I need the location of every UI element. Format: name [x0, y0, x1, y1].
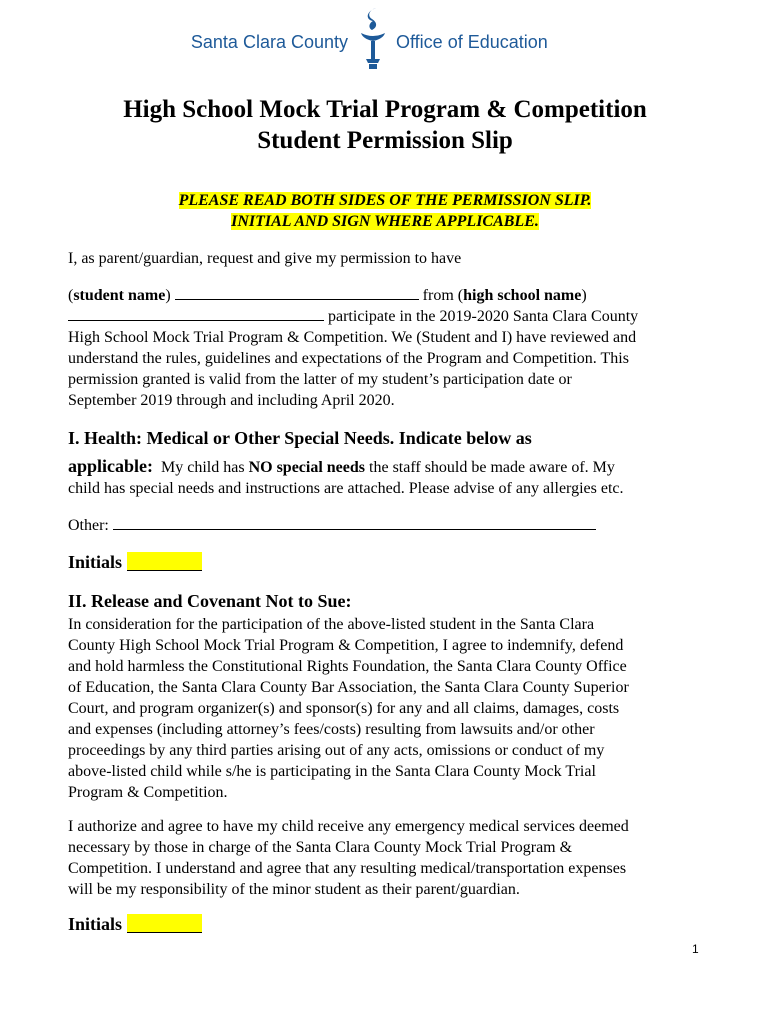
initials-label: Initials	[68, 552, 123, 572]
release-line: County High School Mock Trial Program & Competition, I agree to indemnify, defend	[68, 637, 624, 654]
student-name-line: (student name) from (high school name)	[68, 287, 587, 304]
consent-line: I authorize and agree to have my child receive any emergency medical services deemed	[68, 818, 629, 835]
special-needs-line-2: child has special needs and instructions are attached. Please advise of any allergies etc.	[68, 480, 624, 497]
consent-line: will be my responsibility of the minor student as their parent/guardian.	[68, 881, 520, 898]
student-name-label: student name	[73, 287, 166, 304]
school-name-field[interactable]	[68, 306, 324, 321]
other-line	[68, 515, 708, 536]
intro-text-line: September 2019 through and including April 2020.	[68, 392, 395, 409]
page-subtitle: Student Permission Slip	[257, 127, 513, 154]
intro-text-line: understand the rules, guidelines and expectations of the Program and Competition. This	[68, 350, 629, 367]
torch-logo-icon	[357, 6, 389, 70]
notice-line-2: INITIAL AND SIGN WHERE APPLICABLE.	[231, 213, 539, 230]
school-name-label: high school name	[463, 287, 582, 304]
page-title: High School Mock Trial Program & Competition	[123, 96, 647, 123]
page-number: 1	[692, 942, 699, 956]
release-line: above-listed child while s/he is participating in the Santa Clara County Mock Trial	[68, 763, 596, 780]
release-line: and expenses (including attorney’s fees/costs) resulting from lawsuits and/or other	[68, 721, 595, 738]
school-name-line: participate in the 2019-2020 Santa Clara County	[68, 306, 708, 327]
initials-field-2[interactable]	[127, 914, 202, 933]
special-needs-line: applicable: My child has NO special needs the staff should be made aware of. My	[68, 456, 615, 476]
release-line: and hold harmless the Constitutional Rights Foundation, the Santa Clara County Office	[68, 658, 627, 675]
section-1-heading: I. Health: Medical or Other Special Needs. Indicate below as	[68, 428, 532, 448]
notice-line-1: PLEASE READ BOTH SIDES OF THE PERMISSION SLIP.	[178, 192, 592, 209]
student-name-field[interactable]	[175, 285, 419, 300]
release-paragraph	[68, 614, 708, 803]
letterhead-office-name: Office of Education	[396, 32, 548, 52]
other-field[interactable]	[113, 515, 596, 530]
release-line: In consideration for the participation of the above-listed student in the Santa Clara	[68, 616, 595, 633]
no-special-needs-label: NO special needs	[248, 459, 366, 476]
intro-line-1: I, as parent/guardian, request and give my permission to have	[68, 250, 462, 267]
intro-text-line: permission granted is valid from the latter of my student’s participation date or	[68, 371, 572, 388]
section-2-heading: II. Release and Covenant Not to Sue:	[68, 591, 352, 611]
other-label: Other:	[68, 517, 109, 534]
release-line: Program & Competition.	[68, 784, 228, 801]
release-line: Court, and program organizer(s) and sponsor(s) for any and all claims, damages, costs	[68, 700, 620, 717]
initials-label: Initials	[68, 914, 123, 934]
letterhead-county-name: Santa Clara County	[190, 32, 348, 52]
release-line: of Education, the Santa Clara County Bar Association, the Santa Clara County Superior	[68, 679, 629, 696]
letterhead	[0, 6, 770, 72]
intro-text-line: High School Mock Trial Program & Competition. We (Student and I) have reviewed and	[68, 329, 637, 346]
initials-row-2	[68, 914, 202, 935]
release-line: proceedings by any third parties arising out of any acts, omissions or conduct of my	[68, 742, 605, 759]
section-1-body	[68, 456, 708, 499]
consent-line: necessary by those in charge of the Santa Clara County Mock Trial Program &	[68, 839, 573, 856]
intro-paragraph	[68, 285, 708, 411]
initials-field-1[interactable]	[127, 552, 202, 571]
medical-consent-paragraph	[68, 816, 708, 900]
section-1-heading-cont: applicable:	[68, 456, 154, 476]
consent-line: Competition. I understand and agree that any resulting medical/transportation expenses	[68, 860, 627, 877]
initials-row-1	[68, 552, 202, 573]
